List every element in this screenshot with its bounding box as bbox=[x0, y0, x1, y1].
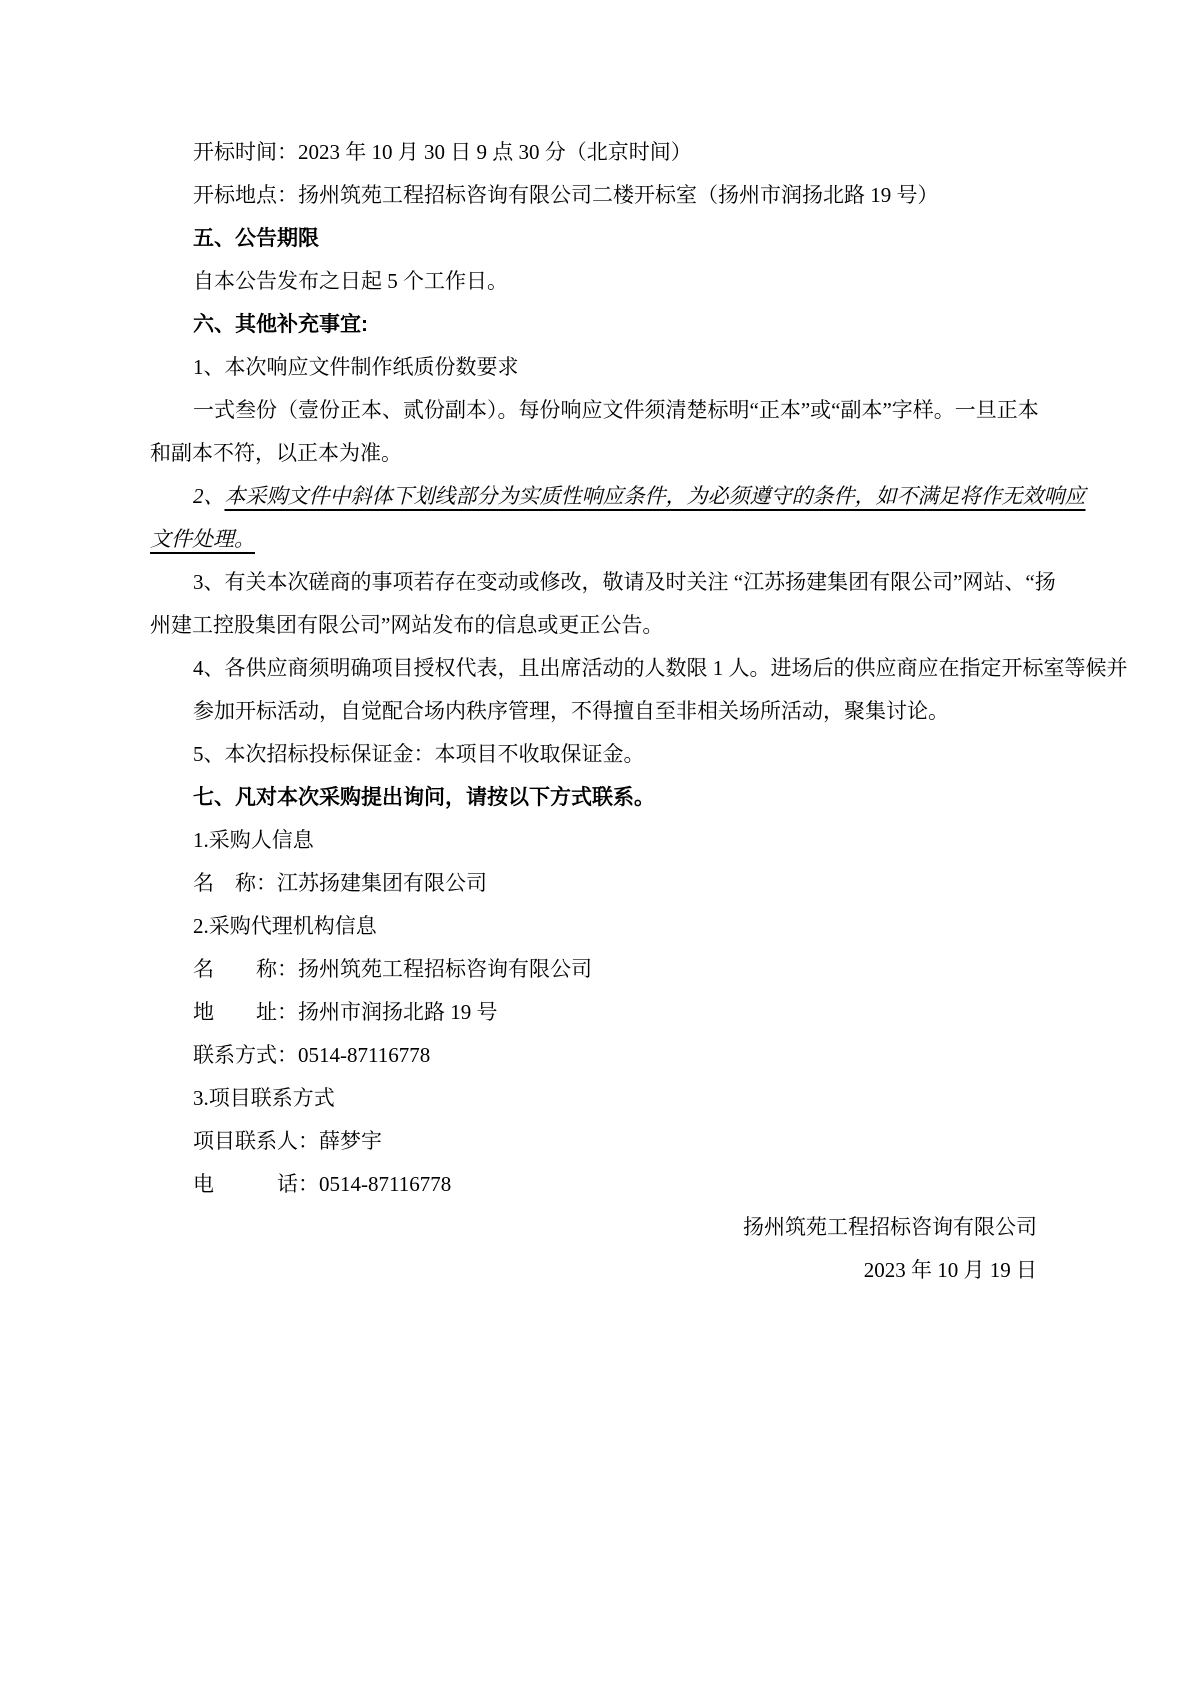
supplementary-item2-line2 bbox=[150, 518, 1037, 561]
agency-name: 名 称：扬州筑苑工程招标咨询有限公司 bbox=[193, 957, 592, 981]
buyer-info-title: 1.采购人信息 bbox=[193, 828, 314, 852]
signature-date: 2023 年 10 月 19 日 bbox=[863, 1258, 1037, 1282]
agency-contact-number: 联系方式：0514-87116778 bbox=[193, 1043, 431, 1067]
section-heading-supplementary: 六、其他补充事宜: bbox=[193, 313, 368, 336]
supplementary-item1-line1: 一式叁份（壹份正本、贰份副本）。每份响应文件须清楚标明“正本”或“副本”字样。一旦正本 bbox=[193, 398, 1039, 422]
item2-underlined-text: 本采购文件中斜体下划线部分为实质性响应条件，为必须遵守的条件，如不满足将作无效响应 bbox=[224, 484, 1086, 508]
notice-period-text: 自本公告发布之日起 5 个工作日。 bbox=[193, 269, 508, 293]
signature-company: 扬州筑苑工程招标咨询有限公司 bbox=[743, 1215, 1037, 1239]
supplementary-item1-line2: 和副本不符，以正本为准。 bbox=[150, 441, 402, 465]
project-contact-person: 项目联系人：薛梦宇 bbox=[193, 1129, 382, 1153]
buyer-name: 名 称：江苏扬建集团有限公司 bbox=[193, 871, 487, 895]
agency-info-title: 2.采购代理机构信息 bbox=[193, 914, 377, 938]
project-phone: 电 话：0514-87116778 bbox=[193, 1172, 452, 1196]
supplementary-item4-line2: 参加开标活动，自觉配合场内秩序管理，不得擅自至非相关场所活动，聚集讨论。 bbox=[193, 699, 949, 723]
section-heading-contact: 七、凡对本次采购提出询问，请按以下方式联系。 bbox=[193, 786, 655, 809]
supplementary-item3-line2: 州建工控股集团有限公司”网站发布的信息或更正公告。 bbox=[150, 613, 664, 637]
item2-number: 2、 bbox=[193, 484, 225, 508]
agency-address: 地 址：扬州市润扬北路 19 号 bbox=[193, 1000, 498, 1024]
supplementary-item1-title: 1、本次响应文件制作纸质份数要求 bbox=[193, 355, 519, 379]
item2-underlined-continuation: 文件处理。 bbox=[150, 527, 255, 551]
supplementary-item5: 5、本次招标投标保证金：本项目不收取保证金。 bbox=[193, 742, 645, 766]
supplementary-item3-line1: 3、有关本次磋商的事项若存在变动或修改，敬请及时关注 “江苏扬建集团有限公司”网站、“扬 bbox=[193, 570, 1056, 594]
section-heading-notice-period: 五、公告期限 bbox=[193, 227, 319, 250]
bid-opening-place: 开标地点：扬州筑苑工程招标咨询有限公司二楼开标室（扬州市润扬北路 19 号） bbox=[193, 183, 939, 207]
supplementary-item4-line1: 4、各供应商须明确项目授权代表，且出席活动的人数限 1 人。进场后的供应商应在指定开标室等候并 bbox=[193, 656, 1128, 680]
supplementary-item2-line1 bbox=[150, 475, 1086, 518]
project-contact-title: 3.项目联系方式 bbox=[193, 1086, 335, 1110]
bid-opening-time: 开标时间：2023 年 10 月 30 日 9 点 30 分（北京时间） bbox=[193, 140, 692, 164]
